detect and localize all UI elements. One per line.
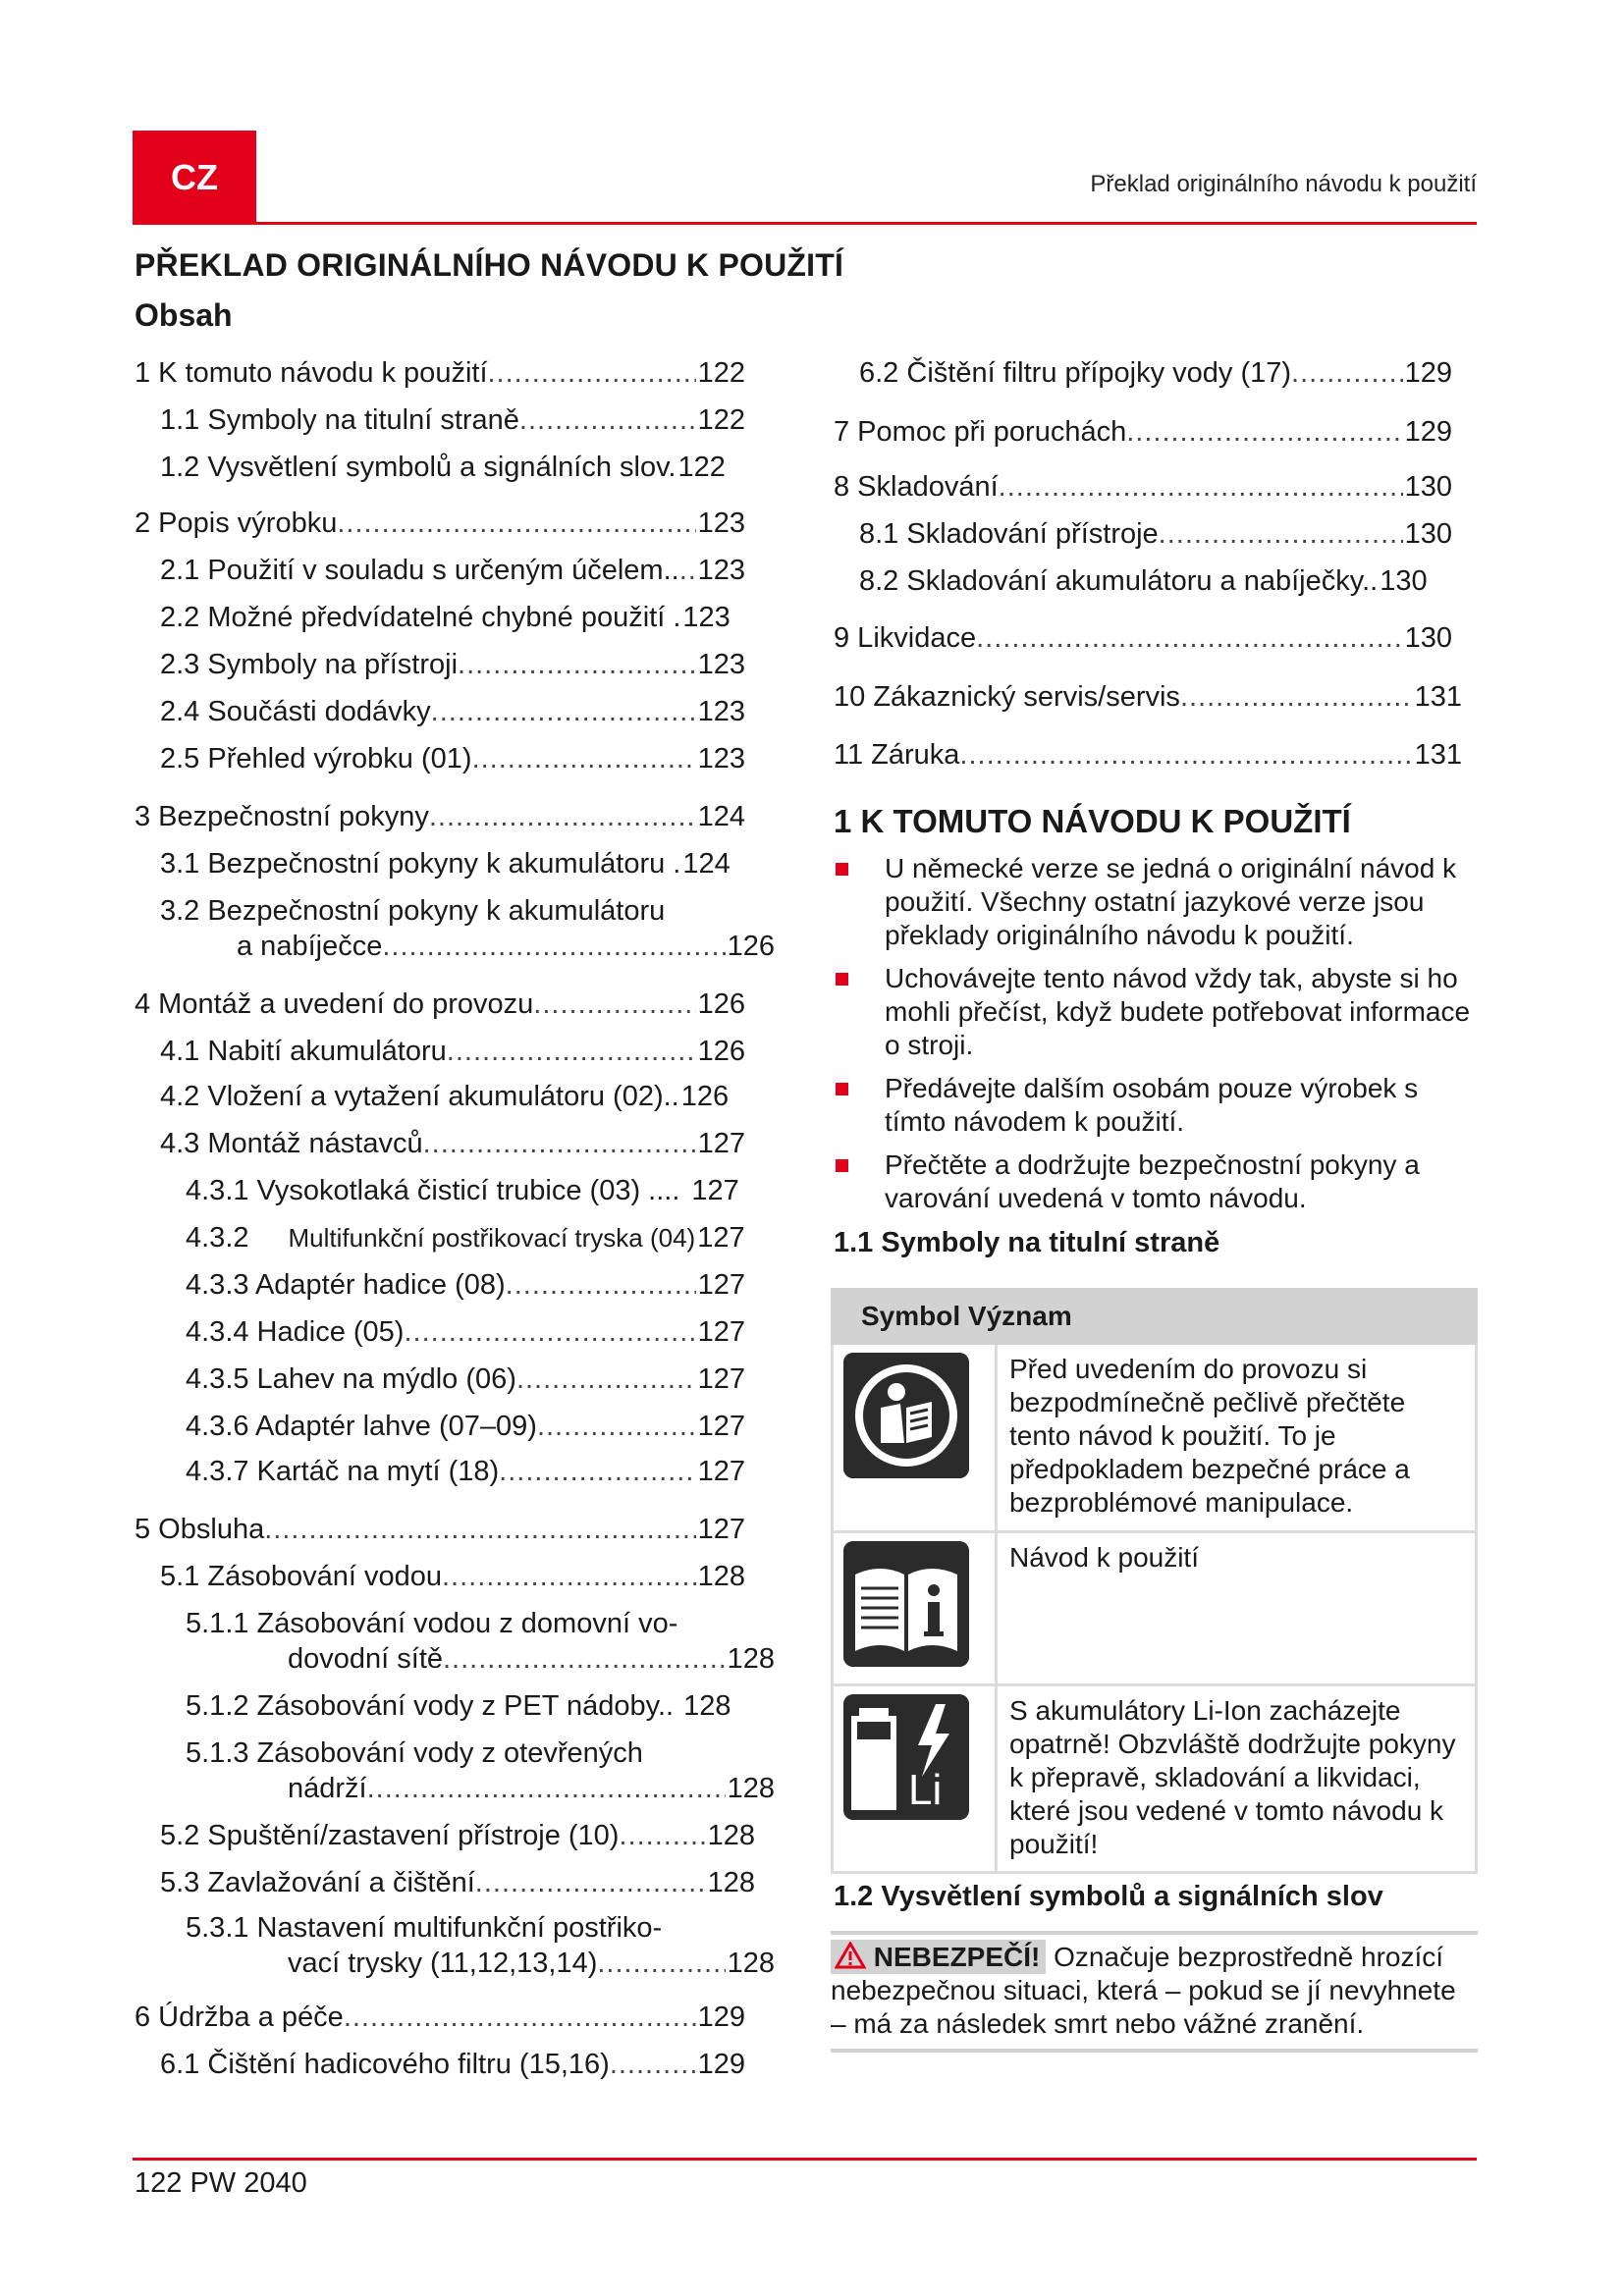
symbol-cell bbox=[833, 1532, 997, 1685]
danger-label: NEBEZPEČÍ! bbox=[831, 1940, 1046, 1974]
page-footer: 122 PW 2040 bbox=[135, 2167, 307, 2199]
toc-entry[interactable]: 9 Likvidace ..... 130 bbox=[834, 620, 1452, 656]
toc-entry[interactable]: 1 K tomuto návodu k použití ..... 122 bbox=[135, 355, 745, 391]
symbol-table bbox=[831, 1288, 1478, 1874]
symbol-cell bbox=[833, 1685, 997, 1873]
svg-text:Li: Li bbox=[908, 1766, 943, 1814]
divider bbox=[831, 2049, 1478, 2053]
toc-entry[interactable]: 2.5 Přehled výrobku (01) ..... 123 bbox=[160, 741, 745, 776]
toc-entry[interactable]: 5.2 Spuštění/zastavení přístroje (10) ..... 128 bbox=[160, 1818, 755, 1853]
toc-entry[interactable]: 8.2 Skladování akumulátoru a nabíječky.. 130 bbox=[859, 565, 1428, 597]
section-heading: 1 K TOMUTO NÁVODU K POUŽITÍ bbox=[834, 803, 1351, 839]
read-manual-icon bbox=[843, 1353, 969, 1478]
toc-entry[interactable]: 4.1 Nabití akumulátoru ..... 126 bbox=[160, 1034, 745, 1069]
subsection-heading: 1.2 Vysvětlení symbolů a signálních slov bbox=[834, 1881, 1383, 1912]
toc-entry[interactable]: 5.3 Zavlažování a čištění ..... 128 bbox=[160, 1865, 755, 1900]
toc-entry[interactable]: 1.1 Symboly na titulní straně ..... 122 bbox=[160, 402, 745, 438]
toc-entry[interactable]: 2 Popis výrobku ..... 123 bbox=[135, 506, 745, 541]
list-item: Předávejte dalším osobám pouze výrobek s tímto návodem k použití. bbox=[834, 1072, 1482, 1139]
toc-entry[interactable]: 4.3.2 Multifunkční postřikovací tryska (04) 127 bbox=[186, 1222, 745, 1254]
toc-entry[interactable]: 4.3.7 Kartáč na mytí (18) ..... 127 bbox=[186, 1454, 745, 1489]
toc-entry[interactable]: 6 Údržba a péče ..... 129 bbox=[135, 2000, 745, 2035]
meaning-cell: S akumulátory Li-Ion zacházejte opatrně! Obzvláště dodržujte pokyny k přepravě, skladování a likvidaci, které jsou vedené v tomto návodu k použití! bbox=[997, 1685, 1477, 1873]
toc-entry[interactable]: 5 Obsluha ..... 127 bbox=[135, 1512, 745, 1547]
header-divider bbox=[133, 222, 1477, 225]
list-item: Uchovávejte tento návod vždy tak, abyste si ho mohli přečíst, když budete potřebovat informace o stroji. bbox=[834, 962, 1482, 1062]
bullet-square-icon bbox=[836, 1159, 848, 1172]
toc-entry[interactable]: 2.4 Součásti dodávky ..... 123 bbox=[160, 694, 745, 729]
toc-entry[interactable]: 8 Skladování ..... 130 bbox=[834, 469, 1452, 505]
table-row bbox=[833, 1685, 1477, 1873]
toc-entry[interactable]: 6.1 Čištění hadicového filtru (15,16) ..... 129 bbox=[160, 2047, 745, 2082]
warning-triangle-icon bbox=[835, 1942, 866, 1969]
bullet-square-icon bbox=[836, 1083, 848, 1095]
toc-entry[interactable]: 4 Montáž a uvedení do provozu ..... 126 bbox=[135, 987, 745, 1022]
toc-entry[interactable]: 1.2 Vysvětlení symbolů a signálních slov. 122 bbox=[160, 452, 726, 483]
table-row bbox=[833, 1344, 1477, 1532]
meaning-cell: Před uvedením do provozu si bezpodmínečně pečlivě přečtěte tento návod k použití. To je předpokladem bezpečné práce a bezproblémové manipulace. bbox=[997, 1344, 1477, 1532]
meaning-cell: Návod k použití bbox=[997, 1532, 1477, 1685]
manual-info-icon bbox=[843, 1541, 969, 1667]
toc-entry[interactable]: 6.2 Čištění filtru přípojky vody (17) ..... 129 bbox=[859, 355, 1452, 391]
bullet-square-icon bbox=[836, 973, 848, 986]
bullet-square-icon bbox=[836, 863, 848, 876]
toc-entry[interactable]: 3.2 Bezpečnostní pokyny k akumulátoru a nabíječce ..... 126 bbox=[160, 893, 775, 964]
list-item: U německé verze se jedná o originální návod k použití. Všechny ostatní jazykové verze jsou překlady originálního návodu k použití. bbox=[834, 852, 1482, 952]
toc-entry[interactable]: 4.3.4 Hadice (05) ..... 127 bbox=[186, 1314, 745, 1350]
table-header-row bbox=[833, 1290, 1477, 1344]
toc-entry[interactable]: 4.3.1 Vysokotlaká čisticí trubice (03) .... 127 bbox=[186, 1175, 739, 1206]
toc-entry[interactable]: 3 Bezpečnostní pokyny ..... 124 bbox=[135, 799, 745, 834]
subsection-heading: 1.1 Symboly na titulní straně bbox=[834, 1227, 1220, 1258]
toc-entry[interactable]: 5.1.2 Zásobování vody z PET nádoby.. 128 bbox=[186, 1690, 731, 1722]
toc-entry[interactable]: 5.1.3 Zásobování vody z otevřených nádrží ..... 128 bbox=[186, 1735, 775, 1806]
toc-entry[interactable]: 4.3.6 Adaptér lahve (07–09) ..... 127 bbox=[186, 1409, 745, 1444]
toc-entry[interactable]: 5.1.1 Zásobování vodou z domovní vo- dovodní sítě ..... 128 bbox=[186, 1606, 775, 1677]
list-item: Přečtěte a dodržujte bezpečnostní pokyny a varování uvedená v tomto návodu. bbox=[834, 1148, 1482, 1215]
toc-entry[interactable]: 7 Pomoc při poruchách ..... 129 bbox=[834, 414, 1452, 450]
toc-heading: Obsah bbox=[135, 297, 233, 333]
bullet-list bbox=[834, 852, 1482, 1225]
toc-entry[interactable]: 4.2 Vložení a vytažení akumulátoru (02).. 126 bbox=[160, 1081, 730, 1112]
toc-entry[interactable]: 10 Zákaznický servis/servis ..... 131 bbox=[834, 679, 1462, 715]
toc-entry[interactable]: 4.3 Montáž nástavců ..... 127 bbox=[160, 1126, 745, 1161]
table-row bbox=[833, 1532, 1477, 1685]
table-header: Symbol Význam bbox=[833, 1290, 1477, 1344]
language-badge: CZ bbox=[133, 131, 256, 224]
toc-entry[interactable]: 5.3.1 Nastavení multifunkční postřiko- vací trysky (11,12,13,14) ..... 128 bbox=[186, 1910, 775, 1981]
toc-entry[interactable]: 2.3 Symboly na přístroji ..... 123 bbox=[160, 647, 745, 682]
document-title: PŘEKLAD ORIGINÁLNÍHO NÁVODU K POUŽITÍ bbox=[135, 247, 844, 283]
footer-divider bbox=[133, 2158, 1477, 2161]
toc-entry[interactable]: 8.1 Skladování přístroje ..... 130 bbox=[859, 516, 1452, 552]
toc-entry[interactable]: 2.2 Možné předvídatelné chybné použití . 123 bbox=[160, 602, 731, 633]
toc-entry[interactable]: 4.3.5 Lahev na mýdlo (06) ..... 127 bbox=[186, 1362, 745, 1397]
header-title: Překlad originálního návodu k použití bbox=[1090, 171, 1477, 197]
toc-entry[interactable]: 3.1 Bezpečnostní pokyny k akumulátoru . 124 bbox=[160, 848, 731, 880]
toc-entry[interactable]: 2.1 Použití v souladu s určeným účelem.. ..... 123 bbox=[160, 553, 745, 588]
danger-text: NEBEZPEČÍ! Označuje bezprostředně hrozící nebezpečnou situaci, která – pokud se jí nevyhnete – má za následek smrt nebo vážné zranění. bbox=[831, 1942, 1456, 2039]
toc-entry[interactable]: 4.3.3 Adaptér hadice (08) ..... 127 bbox=[186, 1267, 745, 1303]
danger-notice bbox=[831, 1931, 1478, 2053]
symbol-cell bbox=[833, 1344, 997, 1532]
toc-entry[interactable]: 5.1 Zásobování vodou ..... 128 bbox=[160, 1559, 745, 1594]
li-ion-battery-icon bbox=[843, 1694, 969, 1820]
toc-entry[interactable]: 11 Záruka ..... 131 bbox=[834, 737, 1462, 773]
